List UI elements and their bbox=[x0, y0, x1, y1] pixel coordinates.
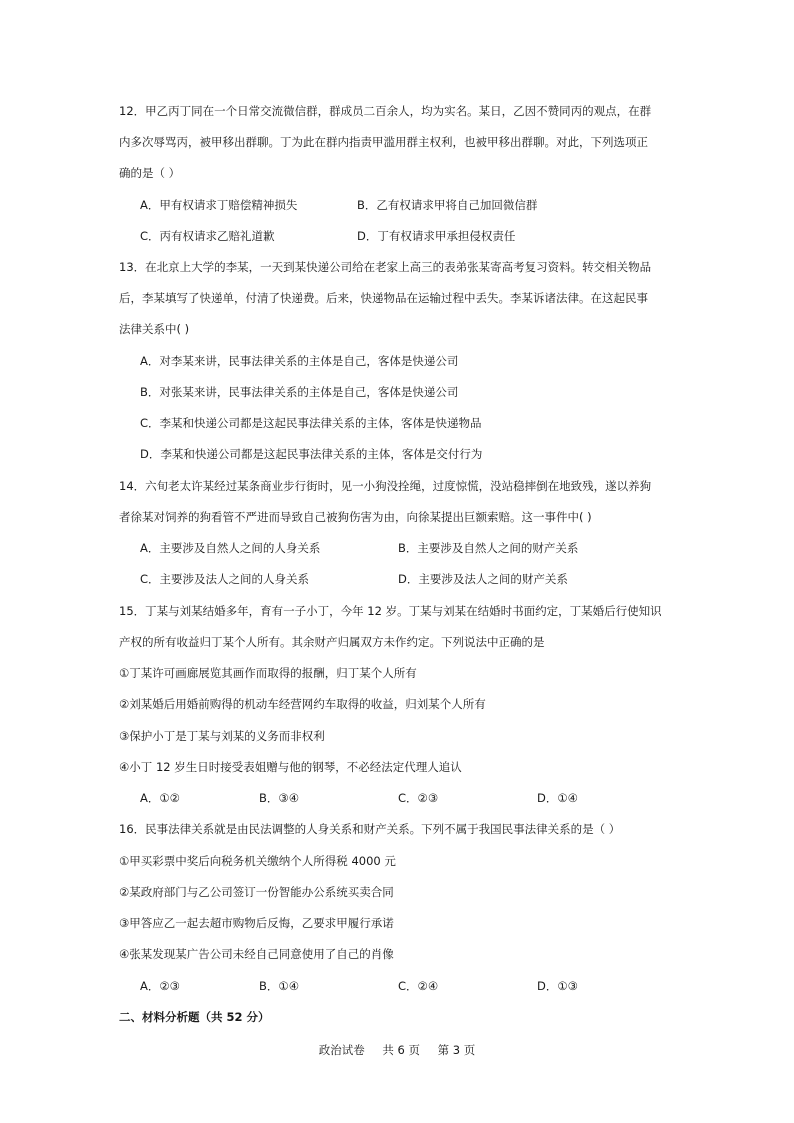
option-c: C．②④ bbox=[398, 979, 439, 993]
option-c: C．主要涉及法人之间的人身关系 bbox=[140, 572, 310, 586]
option-a: A．①② bbox=[140, 791, 180, 805]
statement-item: ②刘某婚后用婚前购得的机动车经营网约车取得的收益，归刘某个人所有 bbox=[119, 697, 486, 711]
option-d: D．①③ bbox=[537, 979, 578, 993]
section-heading: 二、材料分析题（共 52 分） bbox=[119, 1010, 270, 1024]
option-c: C．李某和快递公司都是这起民事法律关系的主体，客体是快递物品 bbox=[140, 416, 482, 430]
statement-item: ④张某发现某广告公司未经自己同意使用了自己的肖像 bbox=[119, 947, 394, 961]
statement-item: ②某政府部门与乙公司签订一份智能办公系统买卖合同 bbox=[119, 885, 394, 899]
statement-item: ③甲答应乙一起去超市购物后反悔，乙要求甲履行承诺 bbox=[119, 916, 394, 930]
page-footer bbox=[0, 1042, 794, 1058]
option-c: C．②③ bbox=[398, 791, 439, 805]
statement-item: ①甲买彩票中奖后向税务机关缴纳个人所得税 4000 元 bbox=[119, 854, 396, 868]
footer-page-number: 第 3 页 bbox=[437, 1043, 476, 1057]
question-stem-line: 13．在北京上大学的李某，一天到某快递公司给在老家上高三的表弟张某寄高考复习资料。转交相关物品 bbox=[119, 260, 652, 274]
option-d: D．丁有权请求甲承担侵权责任 bbox=[357, 229, 516, 243]
option-d: D．李某和快递公司都是这起民事法律关系的主体，客体是交付行为 bbox=[140, 447, 483, 461]
option-b: B．①④ bbox=[259, 979, 300, 993]
question-stem-line: 15．丁某与刘某结婚多年，育有一子小丁，今年 12 岁。丁某与刘某在结婚时书面约定，丁某婚后行使知识 bbox=[119, 604, 662, 618]
question-stem-line: 法律关系中( ) bbox=[119, 322, 190, 336]
question-stem-line: 确的是（ ） bbox=[119, 166, 181, 180]
option-a: A．对李某来讲，民事法律关系的主体是自己，客体是快递公司 bbox=[140, 354, 459, 368]
statement-item: ①丁某许可画廊展览其画作而取得的报酬，归丁某个人所有 bbox=[119, 666, 417, 680]
option-a: A．甲有权请求丁赔偿精神损失 bbox=[140, 198, 298, 212]
option-b: B．主要涉及自然人之间的财产关系 bbox=[398, 541, 579, 555]
option-d: D．主要涉及法人之间的财产关系 bbox=[398, 572, 568, 586]
statement-item: ④小丁 12 岁生日时接受表姐赠与他的钢琴，不必经法定代理人追认 bbox=[119, 760, 462, 774]
option-a: A．主要涉及自然人之间的人身关系 bbox=[140, 541, 321, 555]
question-stem-line: 14．六旬老太许某经过某条商业步行街时，见一小狗没拴绳，过度惊慌，没站稳摔倒在地致残，遂以养狗 bbox=[119, 479, 652, 493]
option-d: D．①④ bbox=[537, 791, 578, 805]
question-stem-line: 内多次辱骂丙，被甲移出群聊。丁为此在群内指责甲滥用群主权利，也被甲移出群聊。对此，下列选项正 bbox=[119, 135, 648, 149]
statement-item: ③保护小丁是丁某与刘某的义务而非权利 bbox=[119, 729, 325, 743]
option-c: C．丙有权请求乙赔礼道歉 bbox=[140, 229, 275, 243]
question-stem-line: 12．甲乙丙丁同在一个日常交流微信群，群成员二百余人，均为实名。某日，乙因不赞同丙的观点，在群 bbox=[119, 104, 652, 118]
option-b: B．③④ bbox=[259, 791, 300, 805]
option-b: B．乙有权请求甲将自己加回微信群 bbox=[357, 198, 538, 212]
option-b: B．对张某来讲，民事法律关系的主体是自己，客体是快递公司 bbox=[140, 385, 459, 399]
question-stem-line: 16．民事法律关系就是由民法调整的人身关系和财产关系。下列不属于我国民事法律关系的是（ ） bbox=[119, 822, 621, 836]
question-stem-line: 产权的所有收益归丁某个人所有。其余财产归属双方未作约定。下列说法中正确的是 bbox=[119, 635, 545, 649]
question-stem-line: 后，李某填写了快递单，付清了快递费。后来，快递物品在运输过程中丢失。李某诉诸法律。在这起民事 bbox=[119, 291, 648, 305]
option-a: A．②③ bbox=[140, 979, 180, 993]
footer-total-pages: 共 6 页 bbox=[382, 1043, 420, 1057]
footer-subject: 政治试卷 bbox=[318, 1043, 365, 1057]
question-stem-line: 者徐某对饲养的狗看管不严进而导致自己被狗伤害为由，向徐某提出巨额索赔。这一事件中( ) bbox=[119, 510, 592, 524]
